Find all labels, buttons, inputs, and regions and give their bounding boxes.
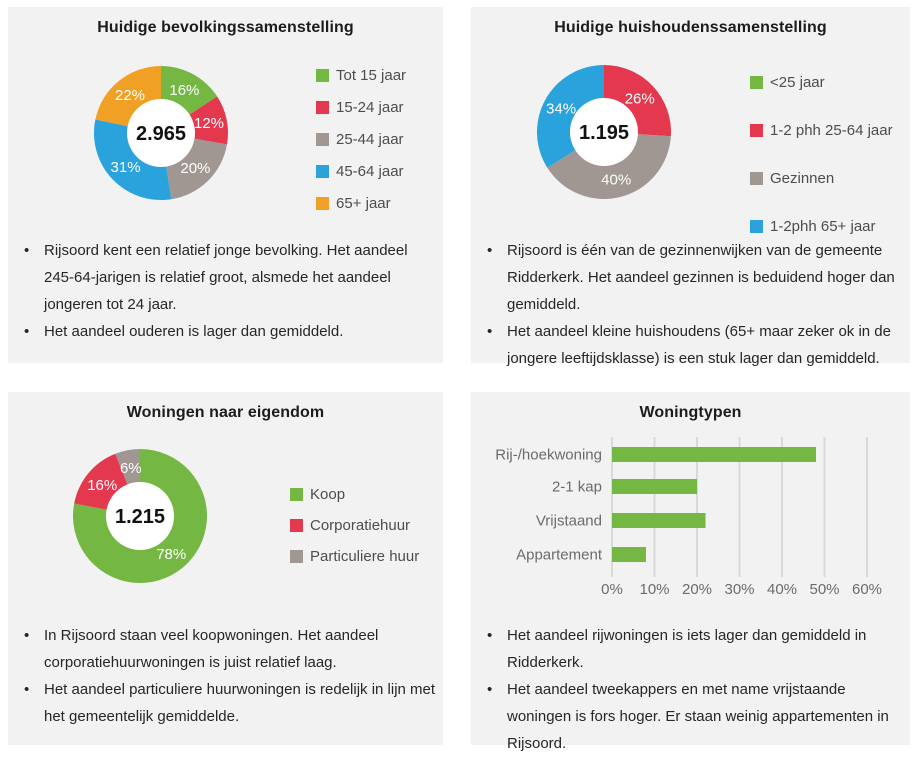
- bullet-marker: [471, 318, 507, 372]
- bar: [612, 447, 816, 462]
- x-tick-label: 30%: [724, 581, 755, 598]
- bullet-text: In Rijsoord staan veel koopwoningen. Het aandeel corporatiehuurwoningen is juist relatief laag.: [44, 627, 379, 671]
- bullet-text: Het aandeel tweekappers en met name vrijstaande woningen is fors hoger. Er staan weinig appartementen in Rijsoord.: [507, 681, 889, 752]
- legend-swatch: [750, 220, 763, 233]
- legend-item: [750, 106, 893, 154]
- slice-percent-label: 16%: [169, 81, 200, 99]
- category-label: 2-1 kap: [551, 478, 602, 496]
- panel-households: [471, 7, 910, 367]
- legend-label: Tot 15 jaar: [336, 66, 407, 84]
- slice-percent-label: 22%: [115, 87, 146, 105]
- legend-swatch: [316, 133, 329, 146]
- legend-swatch: [316, 101, 329, 114]
- bar: [612, 547, 646, 562]
- category-label: Appartement: [516, 546, 602, 564]
- bullet-text: Het aandeel rijwoningen is iets lager dan gemiddeld in Ridderkerk.: [507, 627, 867, 671]
- slice-percent-label: 40%: [601, 171, 632, 189]
- x-tick-label: 0%: [601, 581, 623, 598]
- bullet-item: [8, 622, 438, 676]
- slice-percent-label: 34%: [546, 100, 577, 118]
- legend-label: Particuliere huur: [310, 548, 420, 565]
- housing-types-bullet-list: [471, 622, 905, 757]
- legend-item: [750, 154, 893, 202]
- legend-label: 15-24 jaar: [336, 98, 404, 116]
- donut-center-total: 1.215: [114, 506, 166, 528]
- legend-label: 1-2 phh 25-64 jaar: [770, 121, 893, 139]
- legend-label: Koop: [310, 486, 346, 503]
- panel-title-households: Huidige huishoudenssamenstelling: [554, 19, 827, 36]
- legend-label: Gezinnen: [770, 169, 835, 187]
- legend-swatch: [316, 197, 329, 210]
- x-tick-label: 60%: [851, 581, 883, 598]
- legend-label: 1-2phh 65+ jaar: [770, 217, 876, 235]
- bar: [612, 479, 697, 494]
- slice-percent-label: 78%: [156, 545, 187, 563]
- slice-percent-label: 20%: [180, 159, 211, 177]
- legend-swatch: [290, 550, 303, 563]
- bullet-marker: [8, 622, 44, 676]
- legend-label: 25-44 jaar: [336, 130, 404, 148]
- category-label: Vrijstaand: [535, 512, 602, 530]
- bullet-text: Rijsoord kent een relatief jonge bevolking. Het aandeel 245-64-jarigen is relatief groot, alsmede het aandeel jongeren tot 24 jaar.: [44, 242, 408, 313]
- legend-label: 45-64 jaar: [336, 162, 404, 180]
- legend-swatch: [290, 519, 303, 532]
- bullet-marker: [8, 237, 44, 318]
- legend-swatch: [316, 165, 329, 178]
- x-tick-label: 50%: [809, 581, 840, 598]
- legend-label: 65+ jaar: [336, 194, 391, 212]
- households-donut-chart: [529, 57, 679, 207]
- donut-center-total: 2.965: [135, 123, 187, 145]
- x-tick-label: 20%: [681, 581, 713, 598]
- population-bullet-list: [8, 237, 438, 345]
- legend-item: [290, 510, 419, 541]
- slice-percent-label: 12%: [193, 115, 225, 133]
- panel-title-ownership: Woningen naar eigendom: [126, 404, 325, 421]
- population-donut-chart: [86, 58, 236, 208]
- bullet-marker: [8, 318, 44, 345]
- bullet-item: [471, 622, 905, 676]
- bullet-item: [471, 676, 905, 757]
- legend-item: [316, 155, 406, 187]
- bullet-item: [8, 318, 438, 345]
- ownership-bullet-list: [8, 622, 438, 730]
- bullet-item: [8, 676, 438, 730]
- legend-label: <25 jaar: [770, 73, 825, 91]
- legend-swatch: [750, 124, 763, 137]
- panel-ownership: [8, 392, 443, 745]
- legend-item: [316, 187, 406, 219]
- bullet-item: [471, 318, 905, 372]
- slice-percent-label: 6%: [119, 459, 142, 477]
- x-tick-label: 40%: [766, 581, 798, 598]
- bullet-marker: [471, 237, 507, 318]
- bullet-marker: [471, 676, 507, 757]
- bullet-text: Het aandeel ouderen is lager dan gemiddeld.: [44, 323, 344, 340]
- legend-item: [750, 58, 893, 106]
- x-tick-label: 10%: [639, 581, 670, 598]
- legend-label: Corporatiehuur: [310, 517, 411, 534]
- legend-item: [316, 59, 406, 91]
- bullet-text: Het aandeel kleine huishoudens (65+ maar zeker ok in de jongere leeftijdsklasse) is een stuk lager dan gemiddeld.: [507, 323, 891, 367]
- bullet-item: [471, 237, 905, 318]
- panel-population: [8, 7, 443, 363]
- households-bullet-list: [471, 237, 905, 372]
- donut-center-total: 1.195: [578, 122, 630, 144]
- bullet-item: [8, 237, 438, 318]
- panel-housing-types: [471, 392, 910, 752]
- legend-swatch: [316, 69, 329, 82]
- category-label: Rij-/hoekwoning: [495, 446, 602, 464]
- slice-percent-label: 31%: [110, 158, 141, 176]
- legend-swatch: [290, 488, 303, 501]
- bullet-marker: [8, 676, 44, 730]
- population-legend: [316, 59, 406, 219]
- bar: [612, 513, 706, 528]
- households-legend: [750, 58, 893, 250]
- bullet-text: Het aandeel particuliere huurwoningen is redelijk in lijn met het gemeentelijk gemiddelde.: [44, 681, 436, 725]
- ownership-legend: [290, 479, 419, 572]
- legend-swatch: [750, 172, 763, 185]
- legend-item: [290, 541, 419, 572]
- legend-item: [316, 123, 406, 155]
- legend-swatch: [750, 76, 763, 89]
- panel-title-housing-types: Woningtypen: [639, 404, 742, 421]
- slice-percent-label: 26%: [624, 90, 655, 108]
- bullet-marker: [471, 622, 507, 676]
- ownership-donut-chart: [65, 441, 215, 591]
- legend-item: [316, 91, 406, 123]
- bullet-text: Rijsoord is één van de gezinnenwijken van de gemeente Ridderkerk. Het aandeel gezinnen is beduidend hoger dan gemiddeld.: [507, 242, 895, 313]
- housing-types-bar-chart: [471, 432, 910, 610]
- panel-title-population: Huidige bevolkingssamenstelling: [97, 19, 354, 36]
- slice-percent-label: 16%: [87, 476, 118, 494]
- legend-item: [290, 479, 419, 510]
